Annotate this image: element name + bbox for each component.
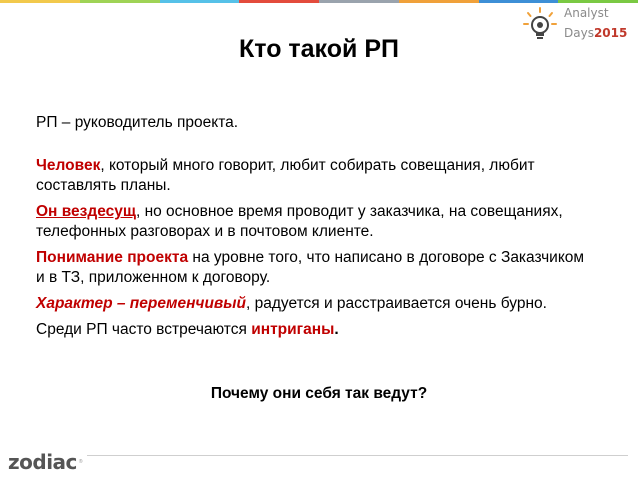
color-segment [319,0,399,3]
item-text: , который много говорит, любит собирать совещания, любит составлять планы. [36,157,535,194]
zodiac-logo [8,447,87,477]
item-understanding [36,248,596,288]
color-segment [0,0,80,3]
color-segment [479,0,559,3]
brand-line-1: Analyst [564,6,609,20]
footer-divider [10,455,628,456]
color-segment [160,0,240,3]
item-highlight: интриганы [251,321,335,338]
logo-tag: ® [78,459,83,465]
intro-line: РП – руководитель проекта. [36,114,239,131]
logo-text: zodiac [8,450,77,474]
item-highlight: Понимание проекта [36,249,189,266]
item-text: на уровне того, что написано в договоре с Заказчиком и в ТЗ, приложенном к договору. [36,249,585,286]
slide-title: Кто такой РП [239,35,399,63]
slide-question: Почему они себя так ведут? [210,385,428,402]
item-text: , но основное время проводит у заказчика, на совещаниях, телефонных разговорах и в почтовом клиенте. [36,203,563,240]
item-intrigue [36,320,596,340]
color-segment [80,0,160,3]
color-segment [399,0,479,3]
item-text: Среди РП часто встречаются [36,321,252,338]
top-color-bar [0,0,638,3]
item-end: . [334,321,339,338]
slide-body [36,113,596,340]
color-segment [558,0,638,3]
item-person [36,156,596,196]
item-text: , радуется и расстраивается очень бурно. [246,295,547,312]
brand-days: Days [564,26,594,40]
item-highlight: Человек [36,157,101,174]
brand-year: 2015 [593,26,628,40]
item-omnipresent [36,202,596,242]
item-highlight: Характер – переменчивый [36,295,246,312]
item-character [36,294,596,314]
color-segment [239,0,319,3]
item-highlight: Он вездесущ [36,203,136,220]
